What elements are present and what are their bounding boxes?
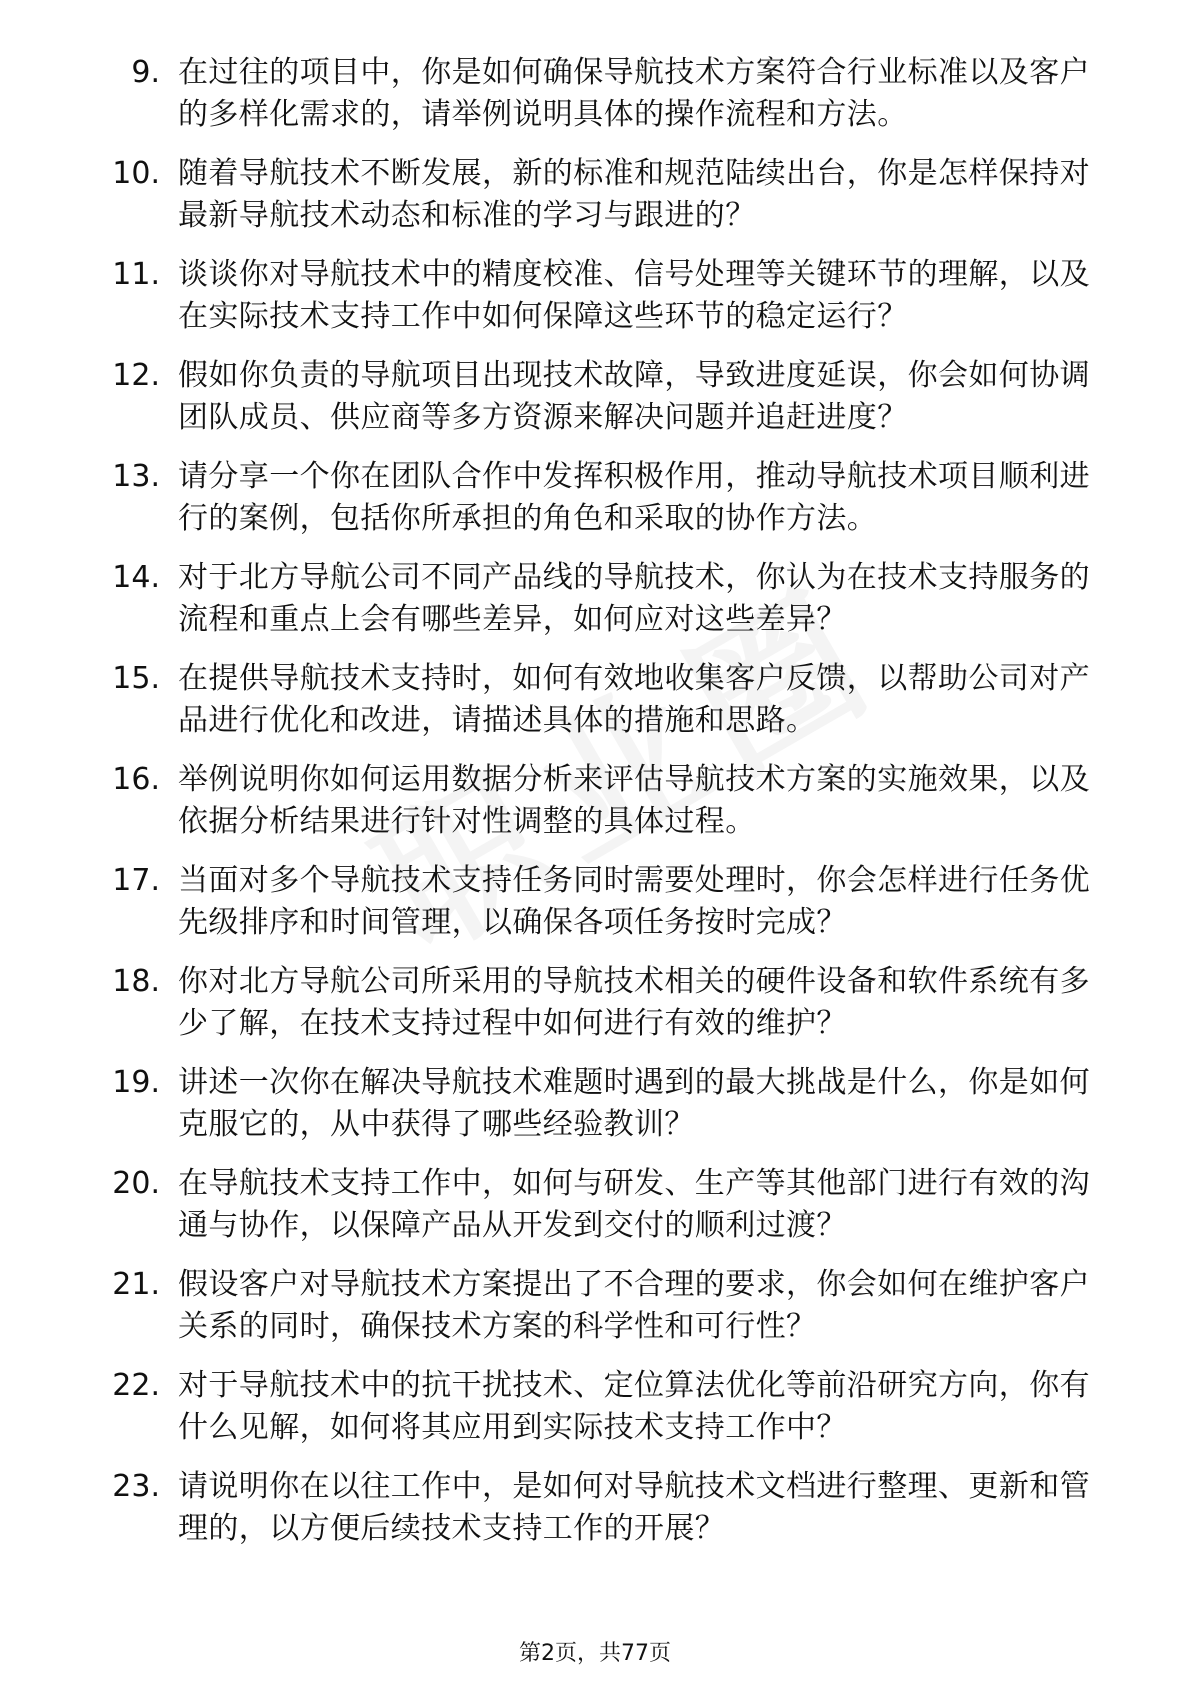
question-number: 17. — [112, 863, 160, 898]
question-number: 14. — [112, 560, 160, 595]
question-text: 随着导航技术不断发展，新的标准和规范陆续出台，你是怎样保持对最新导航技术动态和标准的学习与跟进的？ — [178, 156, 1090, 233]
question-item — [56, 1264, 1116, 1365]
question-item — [56, 254, 1116, 355]
question-item — [56, 1365, 1116, 1466]
question-number: 10. — [112, 156, 160, 191]
question-text: 当面对多个导航技术支持任务同时需要处理时，你会怎样进行任务优先级排序和时间管理，以确保各项任务按时完成？ — [178, 863, 1090, 940]
question-number: 16. — [112, 762, 160, 797]
question-text: 在导航技术支持工作中，如何与研发、生产等其他部门进行有效的沟通与协作，以保障产品从开发到交付的顺利过渡？ — [178, 1166, 1090, 1243]
question-text: 请说明你在以往工作中，是如何对导航技术文档进行整理、更新和管理的，以方便后续技术支持工作的开展？ — [178, 1469, 1090, 1546]
question-number: 9. — [131, 55, 160, 90]
question-item — [56, 153, 1116, 254]
question-text: 对于北方导航公司不同产品线的导航技术，你认为在技术支持服务的流程和重点上会有哪些差异，如何应对这些差异？ — [178, 560, 1090, 637]
question-text: 在过往的项目中，你是如何确保导航技术方案符合行业标准以及客户的多样化需求的，请举例说明具体的操作流程和方法。 — [178, 55, 1090, 132]
question-item — [56, 1466, 1116, 1567]
question-number: 18. — [112, 964, 160, 999]
question-number: 13. — [112, 459, 160, 494]
question-number: 19. — [112, 1065, 160, 1100]
question-item — [56, 355, 1116, 456]
question-text: 讲述一次你在解决导航技术难题时遇到的最大挑战是什么，你是如何克服它的，从中获得了哪些经验教训？ — [178, 1065, 1090, 1142]
question-item — [56, 759, 1116, 860]
question-item — [56, 456, 1116, 557]
question-text: 举例说明你如何运用数据分析来评估导航技术方案的实施效果，以及依据分析结果进行针对性调整的具体过程。 — [178, 762, 1090, 839]
question-number: 11. — [112, 257, 160, 292]
question-list — [56, 52, 1116, 1567]
question-text: 请分享一个你在团队合作中发挥积极作用，推动导航技术项目顺利进行的案例，包括你所承担的角色和采取的协作方法。 — [178, 459, 1090, 536]
question-number: 12. — [112, 358, 160, 393]
question-item — [56, 1163, 1116, 1264]
question-item — [56, 961, 1116, 1062]
question-number: 21. — [112, 1267, 160, 1302]
question-text: 谈谈你对导航技术中的精度校准、信号处理等关键环节的理解，以及在实际技术支持工作中如何保障这些环节的稳定运行？ — [178, 257, 1090, 334]
question-text: 你对北方导航公司所采用的导航技术相关的硬件设备和软件系统有多少了解，在技术支持过程中如何进行有效的维护？ — [178, 964, 1090, 1041]
question-item — [56, 860, 1116, 961]
question-text: 对于导航技术中的抗干扰技术、定位算法优化等前沿研究方向，你有什么见解，如何将其应用到实际技术支持工作中？ — [178, 1368, 1090, 1445]
question-text: 在提供导航技术支持时，如何有效地收集客户反馈，以帮助公司对产品进行优化和改进，请描述具体的措施和思路。 — [178, 661, 1090, 738]
question-item — [56, 658, 1116, 759]
question-number: 20. — [112, 1166, 160, 1201]
question-item — [56, 52, 1116, 153]
question-text: 假如你负责的导航项目出现技术故障，导致进度延误，你会如何协调团队成员、供应商等多方资源来解决问题并追赶进度？ — [178, 358, 1090, 435]
question-item — [56, 557, 1116, 658]
question-number: 23. — [112, 1469, 160, 1504]
question-number: 22. — [112, 1368, 160, 1403]
question-text: 假设客户对导航技术方案提出了不合理的要求，你会如何在维护客户关系的同时，确保技术方案的科学性和可行性？ — [178, 1267, 1090, 1344]
question-number: 15. — [112, 661, 160, 696]
page-footer: 第2页，共77页 — [519, 1641, 671, 1666]
question-item — [56, 1062, 1116, 1163]
